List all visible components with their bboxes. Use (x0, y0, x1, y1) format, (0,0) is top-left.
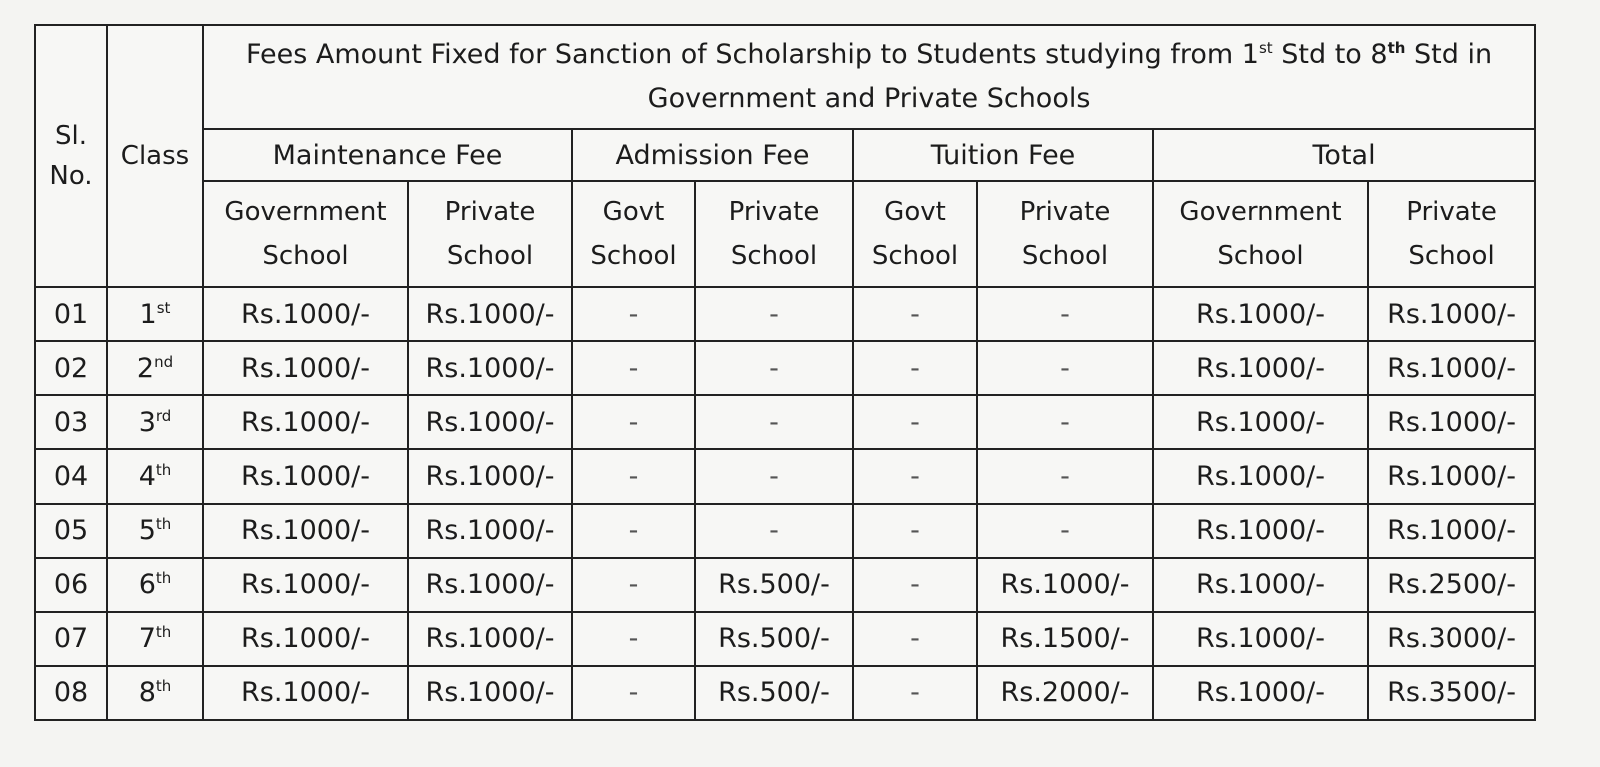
maintenance-fee-header: Maintenance Fee (203, 129, 572, 181)
fee-cell: Rs.1000/- (1368, 287, 1535, 341)
fee-cell: Rs.1000/- (203, 504, 408, 558)
sub-header-cell: Private School (408, 181, 572, 287)
fee-cell: Rs.1000/- (1153, 395, 1368, 449)
fee-cell: - (977, 341, 1153, 395)
fee-cell: Rs.1000/- (203, 395, 408, 449)
fee-cell: Rs.1000/- (408, 558, 572, 612)
class-cell: 4th (107, 449, 203, 503)
fee-cell: - (572, 287, 695, 341)
fee-cell: - (695, 395, 853, 449)
fee-cell: Rs.1000/- (408, 612, 572, 666)
fee-cell: - (977, 449, 1153, 503)
sub-header-cell: Private School (1368, 181, 1535, 287)
table-body (35, 287, 1535, 720)
fee-cell: - (853, 395, 977, 449)
fee-cell: Rs.1000/- (203, 666, 408, 720)
table-title: Fees Amount Fixed for Sanction of Scholarship to Students studying from 1st Std to 8th Std in Government and Private Schools (203, 25, 1535, 129)
sl-no-cell: 05 (35, 504, 107, 558)
fee-cell: Rs.1500/- (977, 612, 1153, 666)
total-header: Total (1153, 129, 1535, 181)
fee-cell: Rs.1000/- (977, 558, 1153, 612)
fee-cell: - (695, 504, 853, 558)
fee-cell: - (572, 666, 695, 720)
fee-cell: Rs.1000/- (203, 612, 408, 666)
fee-cell: Rs.1000/- (203, 287, 408, 341)
fee-cell: - (572, 504, 695, 558)
class-cell: 3rd (107, 395, 203, 449)
fee-cell: - (572, 612, 695, 666)
class-header: Class (107, 25, 203, 287)
sl-no-cell: 01 (35, 287, 107, 341)
table-row (35, 612, 1535, 666)
fee-cell: - (853, 341, 977, 395)
table-row (35, 666, 1535, 720)
admission-fee-header: Admission Fee (572, 129, 853, 181)
table-row (35, 558, 1535, 612)
fee-cell: - (572, 558, 695, 612)
class-cell: 6th (107, 558, 203, 612)
fee-cell: - (853, 449, 977, 503)
fee-cell: Rs.1000/- (408, 449, 572, 503)
fee-cell: - (853, 666, 977, 720)
fee-cell: Rs.1000/- (408, 287, 572, 341)
class-cell: 7th (107, 612, 203, 666)
table-row (35, 287, 1535, 341)
fee-cell: - (977, 395, 1153, 449)
sl-no-cell: 04 (35, 449, 107, 503)
fee-cell: - (853, 504, 977, 558)
table-row (35, 449, 1535, 503)
fee-cell: - (695, 287, 853, 341)
fee-cell: Rs.1000/- (1368, 341, 1535, 395)
fee-cell: - (853, 287, 977, 341)
fee-cell: Rs.1000/- (1368, 449, 1535, 503)
sl-no-cell: 08 (35, 666, 107, 720)
sl-no-header: Sl. No. (35, 25, 107, 287)
fee-cell: Rs.1000/- (408, 504, 572, 558)
fee-cell: Rs.1000/- (408, 341, 572, 395)
tuition-fee-header: Tuition Fee (853, 129, 1153, 181)
sub-header-cell: Government School (1153, 181, 1368, 287)
fee-cell: Rs.1000/- (1153, 449, 1368, 503)
sl-no-cell: 06 (35, 558, 107, 612)
fee-cell: - (853, 558, 977, 612)
sl-no-cell: 02 (35, 341, 107, 395)
scholarship-fees-table (34, 24, 1536, 721)
fee-cell: Rs.1000/- (1368, 395, 1535, 449)
sub-header-cell: Govt School (572, 181, 695, 287)
fee-cell: Rs.1000/- (408, 666, 572, 720)
sl-no-cell: 07 (35, 612, 107, 666)
fee-cell: - (572, 341, 695, 395)
fee-cell: - (572, 449, 695, 503)
fee-cell: Rs.3500/- (1368, 666, 1535, 720)
sub-header-cell: Private School (695, 181, 853, 287)
fee-cell: Rs.2500/- (1368, 558, 1535, 612)
fee-cell: - (977, 287, 1153, 341)
class-cell: 1st (107, 287, 203, 341)
fee-cell: Rs.500/- (695, 666, 853, 720)
fee-cell: Rs.1000/- (203, 558, 408, 612)
fee-cell: - (695, 341, 853, 395)
sub-header-cell: Government School (203, 181, 408, 287)
fee-cell: - (977, 504, 1153, 558)
fee-cell: Rs.1000/- (408, 395, 572, 449)
fee-cell: Rs.1000/- (1153, 341, 1368, 395)
class-cell: 8th (107, 666, 203, 720)
fee-cell: Rs.2000/- (977, 666, 1153, 720)
fee-cell: Rs.1000/- (1153, 287, 1368, 341)
class-cell: 5th (107, 504, 203, 558)
sl-no-cell: 03 (35, 395, 107, 449)
fee-cell: Rs.1000/- (1153, 504, 1368, 558)
fee-cell: Rs.500/- (695, 612, 853, 666)
fee-cell: Rs.1000/- (1153, 558, 1368, 612)
fee-cell: Rs.500/- (695, 558, 853, 612)
fee-cell: Rs.1000/- (1368, 504, 1535, 558)
sub-header-cell: Govt School (853, 181, 977, 287)
fee-cell: Rs.1000/- (203, 449, 408, 503)
fee-cell: - (853, 612, 977, 666)
table-row (35, 341, 1535, 395)
fee-cell: - (572, 395, 695, 449)
class-cell: 2nd (107, 341, 203, 395)
table-header (35, 25, 1535, 287)
fee-cell: Rs.1000/- (1153, 666, 1368, 720)
table-row (35, 504, 1535, 558)
fee-cell: Rs.3000/- (1368, 612, 1535, 666)
fee-cell: - (695, 449, 853, 503)
table-row (35, 395, 1535, 449)
fee-cell: Rs.1000/- (203, 341, 408, 395)
sub-header-cell: Private School (977, 181, 1153, 287)
fee-cell: Rs.1000/- (1153, 612, 1368, 666)
sub-header-row (35, 181, 1535, 287)
